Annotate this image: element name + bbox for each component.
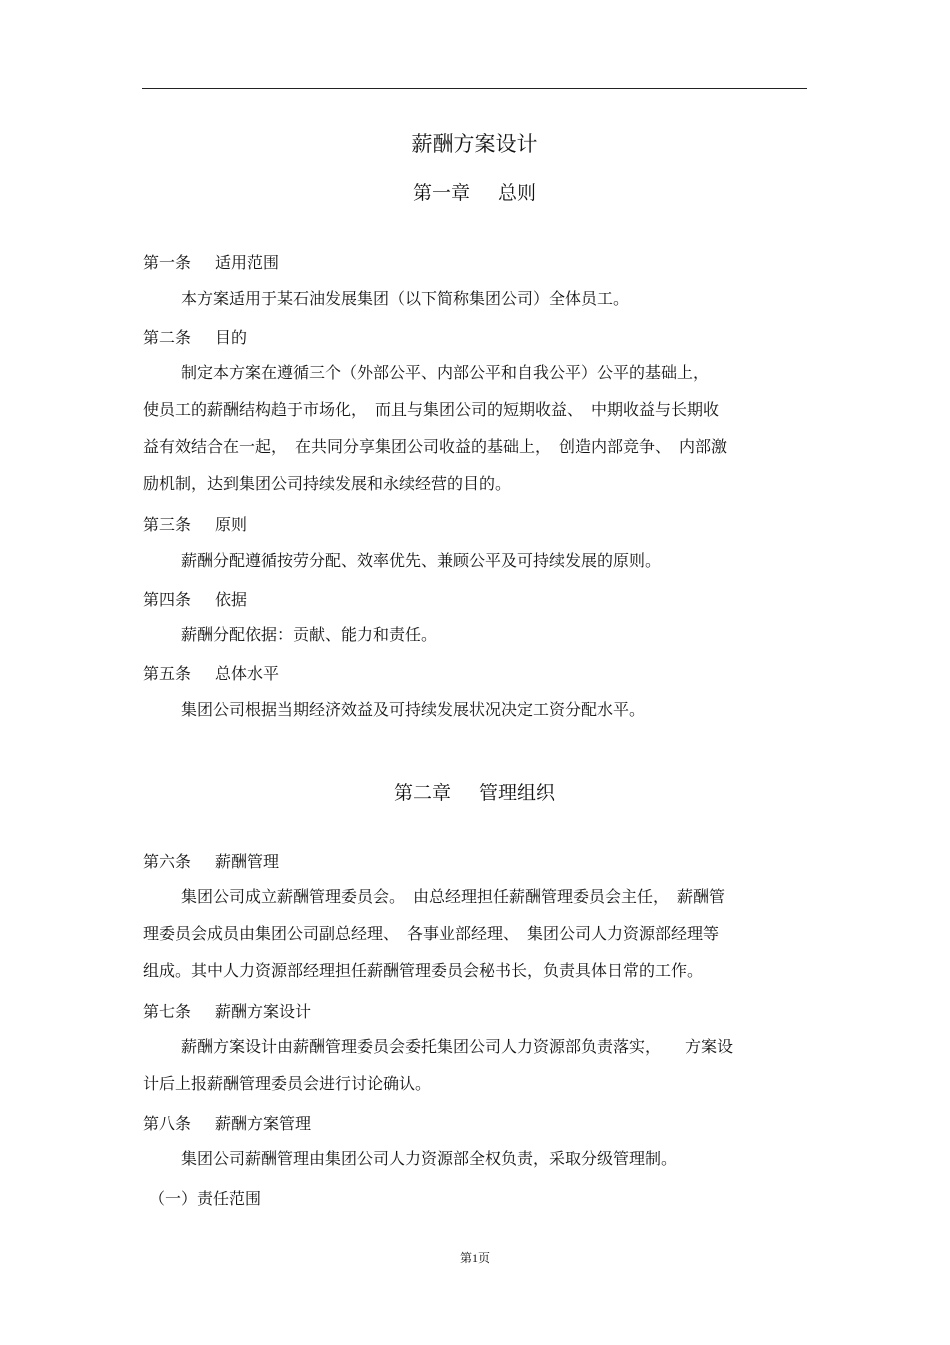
- article-3-number: 第三条: [143, 515, 192, 534]
- subsection-heading: （一）责任范围: [149, 1189, 262, 1208]
- chapter-2-number: 第二章: [393, 782, 451, 804]
- chapter-1-name: 总则: [498, 182, 537, 204]
- article-2-number: 第二条: [143, 328, 192, 347]
- article-1-number: 第一条: [143, 253, 192, 272]
- article-4-number: 第四条: [143, 590, 192, 609]
- article-6-line: 组成。其中人力资源部经理担任薪酬管理委员会秘书长，负责具体日常的工作。: [143, 961, 704, 980]
- article-1-name: 适用范围: [215, 253, 280, 272]
- article-5-number: 第五条: [143, 664, 192, 683]
- article-8-line: 集团公司薪酬管理由集团公司人力资源部全权负责，采取分级管理制。: [181, 1149, 678, 1168]
- article-6-name: 薪酬管理: [215, 852, 280, 871]
- chapter-2-name: 管理组织: [479, 782, 556, 804]
- article-2-heading: [143, 325, 247, 348]
- article-5-body: [143, 691, 806, 728]
- article-6-line: 集团公司成立薪酬管理委员会。 由总经理担任薪酬管理委员会主任， 薪酬管: [181, 887, 726, 906]
- article-7-body: [143, 1028, 806, 1102]
- article-7-name: 薪酬方案设计: [215, 1002, 312, 1021]
- article-3-body: [143, 542, 806, 579]
- article-5-line: 集团公司根据当期经济效益及可持续发展状况决定工资分配水平。: [181, 700, 646, 719]
- article-6-heading: [143, 849, 279, 872]
- article-6-line: 理委员会成员由集团公司副总经理、 各事业部经理、 集团公司人力资源部经理等: [143, 924, 720, 943]
- page-number: 第1页: [459, 1251, 490, 1265]
- article-3-name: 原则: [215, 515, 248, 534]
- article-4-heading: [143, 587, 247, 610]
- article-1-body: [143, 280, 806, 317]
- article-7-line: 计后上报薪酬管理委员会进行讨论确认。: [143, 1074, 432, 1093]
- article-2-body: [143, 354, 806, 502]
- article-4-body: [143, 616, 806, 653]
- document-title: 薪酬方案设计: [411, 132, 538, 156]
- article-8-heading: [143, 1111, 311, 1134]
- chapter-2-heading: [143, 778, 806, 805]
- article-3-heading: [143, 512, 247, 535]
- article-2-line: 励机制，达到集团公司持续发展和永续经营的目的。: [143, 474, 512, 493]
- article-2-line: 益有效结合在一起， 在共同分享集团公司收益的基础上， 创造内部竞争、 内部激: [143, 437, 728, 456]
- article-8-body: [143, 1140, 806, 1177]
- article-8-name: 薪酬方案管理: [215, 1114, 312, 1133]
- article-7-line: 薪酬方案设计由薪酬管理委员会委托集团公司人力资源部负责落实， 方案设: [181, 1037, 734, 1056]
- article-4-line: 薪酬分配依据：贡献、能力和责任。: [181, 625, 438, 644]
- chapter-1-heading: [143, 178, 806, 205]
- article-7-heading: [143, 999, 311, 1022]
- article-1-heading: [143, 250, 279, 273]
- article-4-name: 依据: [215, 590, 248, 609]
- article-2-line: 使员工的薪酬结构趋于市场化， 而且与集团公司的短期收益、 中期收益与长期收: [143, 400, 720, 419]
- header-rule: [142, 88, 807, 89]
- article-1-line: 本方案适用于某石油发展集团（以下简称集团公司）全体员工。: [181, 289, 630, 308]
- article-7-number: 第七条: [143, 1002, 192, 1021]
- article-3-line: 薪酬分配遵循按劳分配、效率优先、兼顾公平及可持续发展的原则。: [181, 551, 662, 570]
- article-5-heading: [143, 661, 279, 684]
- article-2-line: 制定本方案在遵循三个（外部公平、内部公平和自我公平）公平的基础上，: [181, 363, 710, 382]
- article-5-name: 总体水平: [215, 664, 280, 683]
- article-2-name: 目的: [215, 328, 248, 347]
- chapter-1-number: 第一章: [412, 182, 470, 204]
- article-8-number: 第八条: [143, 1114, 192, 1133]
- article-6-body: [143, 878, 806, 989]
- article-6-number: 第六条: [143, 852, 192, 871]
